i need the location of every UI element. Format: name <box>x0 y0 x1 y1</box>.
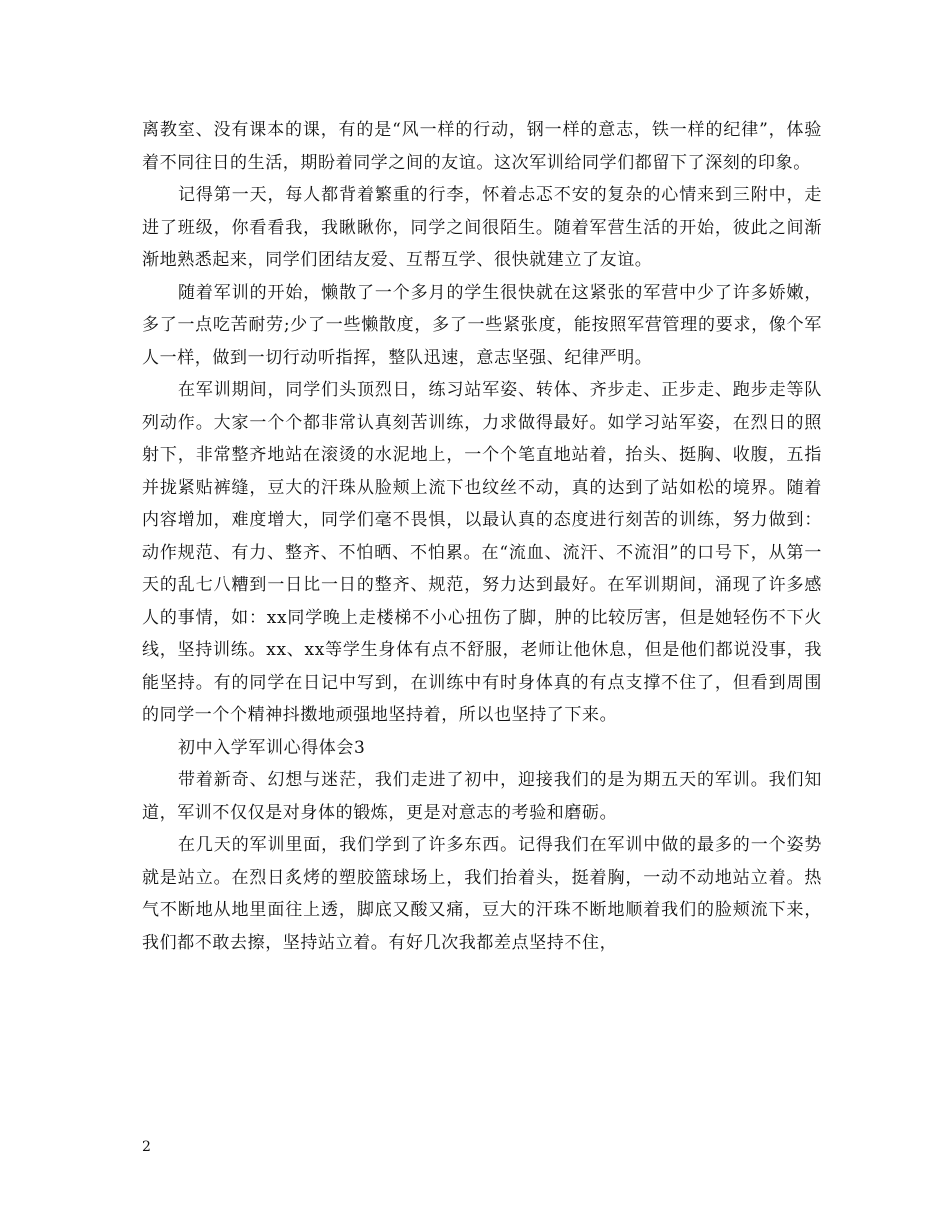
paragraph-training-start: 随着军训的开始，懒散了一个多月的学生很快就在这紧张的军营中少了许多娇嫩，多了一点吃苦耐劳;少了一些懒散度，多了一些紧张度，能按照军营管理的要求，像个军人一样，做到一切行动听指挥，整队迅速，意志坚强、纪律严明。 <box>142 282 822 368</box>
page-number: 2 <box>142 1139 151 1155</box>
paragraph-continued: 离教室、没有课本的课，有的是“风一样的行动，钢一样的意志，铁一样的纪律”，体验着不同往日的生活，期盼着同学之间的友谊。这次军训给同学们都留下了深刻的印象。 <box>142 120 822 173</box>
document-body <box>142 114 822 959</box>
paragraph-standing: 在几天的军训里面，我们学到了许多东西。记得我们在军训中做的最多的一个姿势就是站立。在烈日炙烤的塑胶篮球场上，我们抬着头，挺着胸，一动不动地站立着。热气不断地从地里面往上透，脚底又酸又痛，豆大的汗珠不断地顺着我们的脸颊流下来，我们都不敢去擦，坚持站立着。有好几次我都差点坚持不住， <box>142 835 822 953</box>
paragraph-training-period: 在军训期间，同学们头顶烈日，练习站军姿、转体、齐步走、正步走、跑步走等队列动作。大家一个个都非常认真刻苦训练，力求做得最好。如学习站军姿，在烈日的照射下，非常整齐地站在滚烫的水泥地上，一个个笔直地站着，抬头、挺胸、收腹，五指并拢紧贴裤缝，豆大的汗珠从脸颊上流下也纹丝不动，真的达到了站如松的境界。随着内容增加，难度增大，同学们毫不畏惧，以最认真的态度进行刻苦的训练，努力做到：动作规范、有力、整齐、不怕晒、不怕累。在“流血、流汗、不流泪”的口号下，从第一天的乱七八糟到一日比一日的整齐、规范，努力达到最好。在军训期间，涌现了许多感人的事情，如：xx同学晚上走楼梯不小心扭伤了脚，肿的比较厉害，但是她轻伤不下火线，坚持训练。xx、xx等学生身体有点不舒服，老师让他休息，但是他们都说没事，我能坚持。有的同学在日记中写到，在训练中有时身体真的有点支撑不住了，但看到周围的同学一个个精神抖擞地顽强地坚持着，所以也坚持了下来。 <box>142 380 822 725</box>
paragraph-intro: 带着新奇、幻想与迷茫，我们走进了初中，迎接我们的是为期五天的军训。我们知道，军训不仅仅是对身体的锻炼，更是对意志的考验和磨砺。 <box>142 770 822 823</box>
section-heading: 初中入学军训心得体会3 <box>178 737 366 758</box>
paragraph-first-day: 记得第一天，每人都背着繁重的行李，怀着忐忑不安的复杂的心情来到三附中，走进了班级，你看看我，我瞅瞅你，同学之间很陌生。随着军营生活的开始，彼此之间渐渐地熟悉起来，同学们团结友爱、互帮互学、很快就建立了友谊。 <box>142 185 822 270</box>
